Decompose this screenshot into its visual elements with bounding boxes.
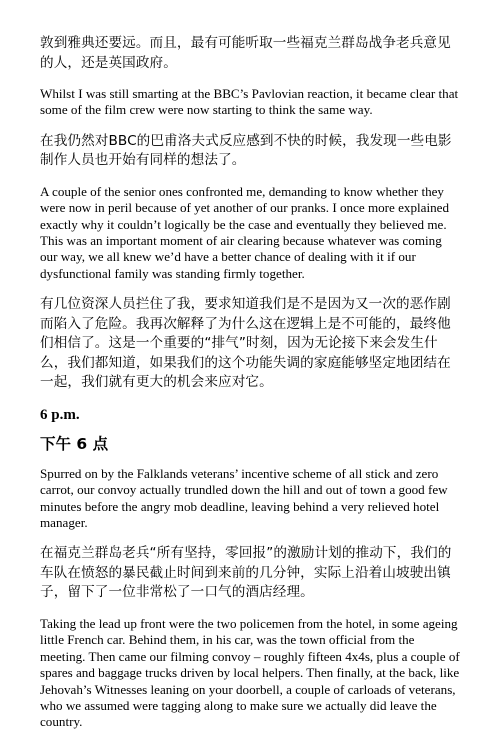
document-page	[40, 34, 460, 744]
paragraph-en-4: Taking the lead up front were the two policemen from the hotel, in some ageing little French car. Behind them, in his car, was the town official from the meeting. Then came our filming convoy – roughly fifteen 4x4s, plus a couple of spares and baggage trucks driven by local helpers. Then finally, at the back, like Jehovah’s Witnesses leaning on your doorbell, a couple of carloads of veterans, who we assumed were tagging along to make sure we actually did leave the country.	[40, 615, 460, 730]
paragraph-zh-3: 有几位资深人员拦住了我，要求知道我们是不是因为又一次的恶作剧而陷入了危险。我再次解释了为什么这在逻辑上是不可能的，最终他们相信了。这是一个重要的“排气”时刻，因为无论接下来会发生什么，我们都知道，如果我们的这个功能失调的家庭能够坚定地团结在一起，我们就有更大的机会来应对它。	[40, 296, 451, 391]
paragraph-en-3: Spurred on by the Falklands veterans’ incentive scheme of all stick and zero carrot, our convoy actually trundled down the hill and out of town a good few minutes before the angry mob deadline, leaving behind a very relieved hotel manager.	[40, 465, 448, 530]
paragraph-zh-4: 在福克兰群岛老兵“所有坚持，零回报”的激励计划的推动下，我们的车队在愤怒的暴民截止时间到来前的几分钟，实际上沿着山坡驶出镇子，留下了一位非常松了一口气的酒店经理。	[40, 545, 452, 601]
paragraph-en-1: Whilst I was still smarting at the BBC’s Pavlovian reaction, it became clear that some of the film crew were now starting to think the same way.	[40, 86, 459, 118]
section-heading-zh: 下午 6 点	[40, 434, 109, 453]
section-heading-en: 6 p.m.	[40, 406, 80, 423]
paragraph-en-2: A couple of the senior ones confronted me, demanding to know whether they were now in peril because of yet another of our pranks. I once more explained exactly why it couldn’t logically be the case and eventually they believed me. This was an important moment of air clearing because whatever was coming our way, we all knew we’d have a better chance of dealing with it if our dysfunctional family was standing firmly together.	[40, 183, 450, 281]
paragraph-zh-2: 在我仍然对BBC的巴甫洛夫式反应感到不快的时候，我发现一些电影制作人员也开始有同样的想法了。	[40, 132, 452, 169]
paragraph-zh-1: 敦到雅典还要远。而且，最有可能听取一些福克兰群岛战争老兵意见的人，还是英国政府。	[40, 35, 451, 71]
